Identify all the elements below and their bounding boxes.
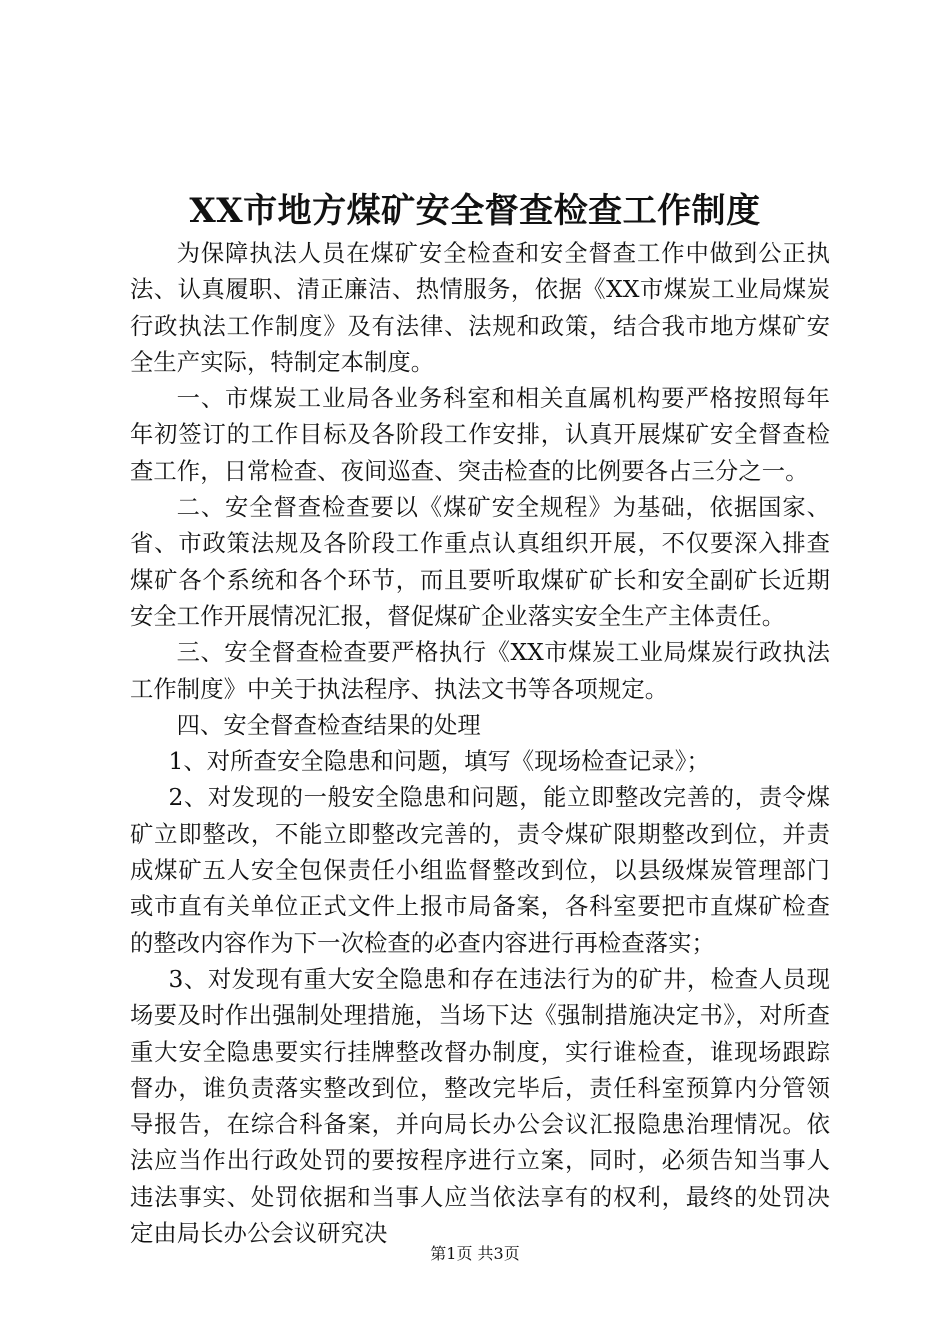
- page-footer: 第1页 共3页: [430, 1244, 520, 1263]
- paragraph-section-3: 三、安全督查检查要严格执行《XX市煤炭工业局煤炭行政执法工作制度》中关于执法程序、执法文书等各项规定。: [130, 639, 830, 703]
- paragraph-section-4-heading: 四、安全督查检查结果的处理: [176, 711, 481, 739]
- paragraph-item-2: 2、对发现的一般安全隐患和问题，能立即整改完善的，责令煤矿立即整改，不能立即整改完善的，责令煤矿限期整改到位，并责成煤矿五人安全包保责任小组监督整改到位，以县级煤炭管理部门或市直有关单位正式文件上报市局备案，各科室要把市直煤矿检查的整改内容作为下一次检查的必查内容进行再检查落实；: [130, 784, 830, 957]
- paragraph-section-1: 一、市煤炭工业局各业务科室和相关直属机构要严格按照每年年初签订的工作目标及各阶段工作安排，认真开展煤矿安全督查检查工作，日常检查、夜间巡查、突击检查的比例要各占三分之一。: [130, 385, 830, 485]
- paragraph-item-1: 1、对所查安全隐患和问题，填写《现场检查记录》；: [168, 748, 710, 776]
- paragraph-section-2: 二、安全督查检查要以《煤矿安全规程》为基础，依据国家、省、市政策法规及各阶段工作重点认真组织开展，不仅要深入排查煤矿各个系统和各个环节，而且要听取煤矿矿长和安全副矿长近期安全工作开展情况汇报，督促煤矿企业落实安全生产主体责任。: [130, 494, 830, 630]
- document-body: [130, 236, 830, 1252]
- paragraph-item-3: 3、对发现有重大安全隐患和存在违法行为的矿井，检查人员现场要及时作出强制处理措施，当场下达《强制措施决定书》，对所查重大安全隐患要实行挂牌整改督办制度，实行谁检查，谁现场跟踪督办，谁负责落实整改到位，整改完毕后，责任科室预算内分管领导报告，在综合科备案，并向局长办公会议汇报隐患治理情况。依法应当作出行政处罚的要按程序进行立案，同时，必须告知当事人违法事实、处罚依据和当事人应当依法享有的权利，最终的处罚决定由局长办公会议研究决: [130, 965, 830, 1248]
- paragraph-intro: 为保障执法人员在煤矿安全检查和安全督查工作中做到公正执法、认真履职、清正廉洁、热情服务，依据《XX市煤炭工业局煤炭行政执法工作制度》及有法律、法规和政策，结合我市地方煤矿安全生产实际，特制定本制度。: [130, 240, 830, 376]
- document-title: XX市地方煤矿安全督查检查工作制度: [189, 191, 761, 231]
